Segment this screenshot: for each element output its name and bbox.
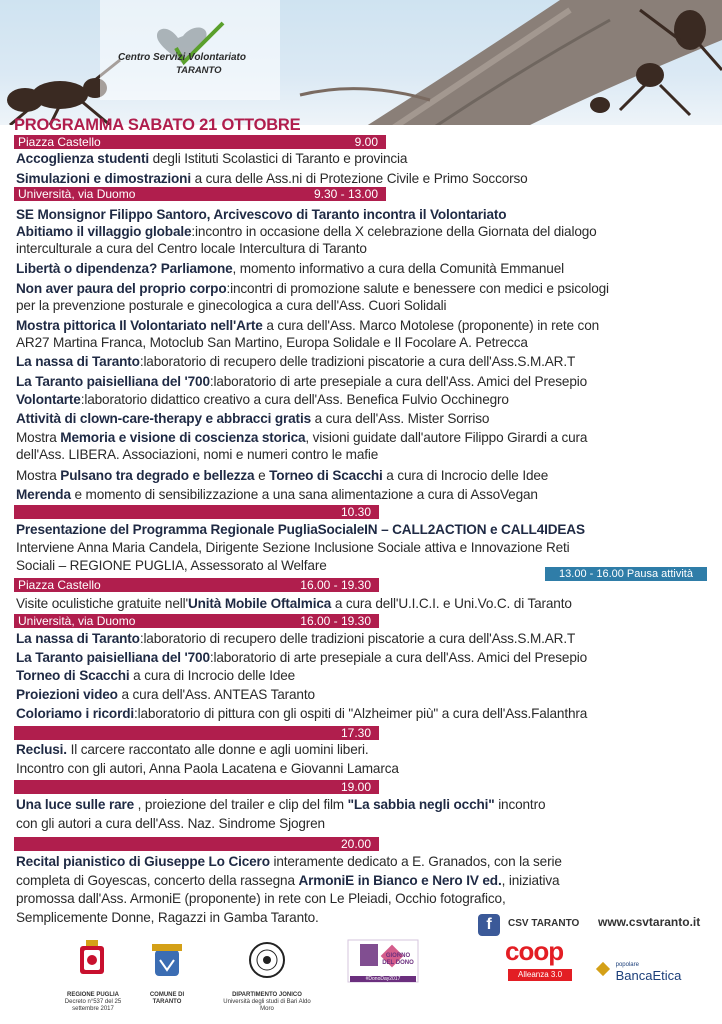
bar-place: Piazza Castello [18,578,101,592]
line-text: incontro [494,797,546,812]
line-text: Il carcere raccontato alle donne e agli uomini liberi. [66,742,369,757]
schedule-line [16,521,585,538]
line-text: Interviene Anna Maria Candela, Dirigente Sezione Inclusione Sociale attiva e Innovazione Reti [16,540,570,555]
line-text: interamente dedicato a E. Granados, con la serie [269,854,562,869]
bar-time: 9.00 [354,135,378,149]
dipartimento-caption [218,992,316,1013]
comune-line-2: TARANTO [152,999,182,1005]
line-text: a cura di Incrocio delle Idee [382,468,549,483]
line-bold: Volontarte [16,392,81,407]
line-bold: Accoglienza studenti [16,151,149,166]
schedule-line [16,260,564,277]
line-text: Mostra [16,468,61,483]
schedule-line [16,705,587,722]
csv-logo [118,18,268,90]
regione-puglia-shield-icon [80,940,104,974]
programme-date: SABATO 21 OTTOBRE [127,116,301,134]
line-bold: La nassa di Taranto [16,354,140,369]
schedule-line [16,486,538,503]
comune-caption [140,992,194,1006]
line-bold: SE Monsignor Filippo Santoro, Arcivescovo di Taranto incontra il Volontariato [16,207,507,222]
programme-label: PROGRAMMA [14,116,124,134]
schedule-bar [14,505,379,519]
line-bold: Reclusi. [16,742,67,757]
logo-line-2: TARANTO [176,65,222,76]
line-bold: Mostra pittorica Il Volontariato nell'Arte [16,318,263,333]
dip-line-2: Università degli studi di Bari Aldo Moro [223,999,311,1012]
line-text: a cura di Incrocio delle Idee [129,668,296,683]
schedule-line [16,760,399,777]
line-text: a cura dell'U.I.C.I. e Uni.Vo.C. di Taranto [331,596,572,611]
bar-time: 19.00 [340,780,371,794]
schedule-line [16,206,506,223]
schedule-line [16,741,369,758]
schedule-bar [14,187,386,201]
schedule-line [16,667,295,684]
banca-name: BancaEtica [615,968,682,983]
schedule-line [16,429,587,446]
line-text: con gli autori a cura dell'Ass. Naz. Sindrome Sjogren [16,816,325,831]
regione-line-2: Decreto n°537 del 25 settembre 2017 [64,999,122,1012]
schedule-line [16,909,319,926]
line-bold: Attività di clown-care-therapy e abbracci gratis [16,411,311,426]
line-bold: Pulsano tra degrado e bellezza [60,468,255,483]
line-text: completa di Goyescas, concerto della rassegna [16,873,299,888]
line-text: Mostra [16,430,61,445]
line-text: , visioni guidate dall'autore Filippo Girardi a cura [305,430,588,445]
dipartimento-jonico-seal-icon [250,943,284,977]
line-bold: Unità Mobile Oftalmica [187,596,332,611]
schedule-line [16,353,575,370]
line-bold: Proiezioni video [16,687,118,702]
ants-branch-illustration [0,0,722,125]
dono-hashtag: #DonoDay2017 [365,976,401,982]
header-photo [0,0,722,125]
dono-title: GIORNO DEL DONO [382,953,414,966]
schedule-bar [14,135,386,149]
dip-line-1: DIPARTIMENTO JONICO [232,992,302,998]
schedule-line [16,170,528,187]
line-bold: ArmoniE in Bianco e Nero IV ed. [298,873,502,888]
line-text: Semplicemente Donne, Ragazzi in Gamba Taranto. [16,910,319,925]
banca-etica-logo [598,962,681,983]
schedule-line [16,446,378,463]
bar-time: 16.00 - 19.30 [300,614,371,628]
schedule-line [16,557,327,574]
line-bold: "La sabbia negli occhi" [347,797,495,812]
line-text: e [254,468,270,483]
line-text: per la prevenzione posturale e ginecologica a cura dell'Ass. Cuori Solidali [16,298,447,313]
schedule-line [16,240,367,257]
line-bold: Una luce sulle rare [16,797,135,812]
line-text: :incontri di promozione salute e benessere con medici e psicologi [226,281,609,296]
line-text: :laboratorio di arte presepiale a cura dell'Ass. Amici del Presepio [209,374,588,389]
schedule-line [16,539,570,556]
schedule-line [16,686,315,703]
bar-time: 17.30 [340,726,371,740]
schedule-line [16,150,407,167]
regione-line-1: REGIONE PUGLIA [66,992,119,998]
line-text: :laboratorio didattico creativo a cura dell'Ass. Benefica Fulvio Occhinegro [80,392,509,407]
line-text: :laboratorio di recupero delle tradizioni piscatorie a cura dell'Ass.S.M.AR.T [139,631,576,646]
bar-time: 16.00 - 19.30 [300,578,371,592]
line-text: :incontro in occasione della X celebrazione della Giornata del dialogo [191,224,597,239]
line-text: promossa dall'Ass. ArmoniE (proponente) in rete con Le Pleiadi, Occhio fotografico, [16,891,506,906]
line-bold: Memoria e visione di coscienza storica [60,430,306,445]
schedule-line [16,410,489,427]
coop-logo: coop [505,936,564,966]
facebook-icon[interactable]: f [478,914,500,936]
banca-etica-icon [596,962,610,976]
comune-line-1: COMUNE DI [149,992,185,998]
programme-title [14,116,300,135]
line-text: a cura dell'Ass. Mister Sorriso [310,411,490,426]
line-text: degli Istituti Scolastici di Taranto e provincia [148,151,408,166]
schedule-line [16,223,597,240]
bar-place: Piazza Castello [18,135,101,149]
schedule-bar [14,578,379,592]
regione-caption [58,992,128,1013]
line-text: dell'Ass. LIBERA. Associazioni, nomi e numeri contro le mafie [16,447,379,462]
line-bold: Merenda [16,487,71,502]
schedule-line [16,297,446,314]
schedule-line [16,796,545,813]
schedule-line [16,373,587,390]
line-bold: Simulazioni e dimostrazioni [16,171,191,186]
schedule-line [16,317,599,334]
schedule-line [16,391,509,408]
bar-time: 20.00 [340,837,371,851]
line-bold: Libertà o dipendenza? Parliamone [16,261,233,276]
schedule-line [16,467,548,484]
comune-taranto-crest-icon [152,944,182,976]
bar-time: 10.30 [340,505,371,519]
line-text: , proiezione del trailer e clip del film [134,797,348,812]
line-text: :laboratorio di recupero delle tradizioni piscatorie a cura dell'Ass.S.M.AR.T [139,354,576,369]
schedule-line [16,815,325,832]
line-bold: La nassa di Taranto [16,631,140,646]
schedule-line [16,595,572,612]
website-link[interactable]: www.csvtaranto.it [598,915,701,929]
bar-place: Università, via Duomo [18,614,136,628]
bar-time: 9.30 - 13.00 [313,187,378,201]
schedule-bar [14,780,379,794]
line-bold: Presentazione del Programma Regionale PugliaSocialeIN – CALL2ACTION e CALL4IDEAS [16,522,585,537]
line-bold: Torneo di Scacchi [16,668,130,683]
banca-small: popolare [615,962,639,968]
alleanza-label: Alleanza 3.0 [508,969,572,981]
schedule-line [16,853,562,870]
line-text: e momento di sensibilizzazione a una sana alimentazione a cura di AssoVegan [70,487,538,502]
schedule-line [16,890,506,907]
line-text: a cura dell'Ass. ANTEAS Taranto [117,687,315,702]
bar-place: Università, via Duomo [18,187,136,201]
csv-facebook-label[interactable]: CSV TARANTO [508,918,580,929]
schedule-line [16,280,609,297]
line-bold: La Taranto paisielliana del '700 [16,650,210,665]
line-bold: Recital pianistico di Giuseppe Lo Cicero [16,854,270,869]
line-text: AR27 Martina Franca, Motoclub San Martino, Europa Solidale e Il Focolare A. Petrecca [16,335,528,350]
line-text: interculturale a cura del Centro locale Intercultura di Taranto [16,241,367,256]
schedule-line [16,334,528,351]
pause-badge: 13.00 - 16.00 Pausa attività [545,567,707,581]
schedule-bar [14,614,379,628]
schedule-bar [14,837,379,851]
schedule-line [16,649,587,666]
logo-line-1: Centro Servizi Volontariato [118,52,246,63]
line-text: , momento informativo a cura della Comunità Emmanuel [232,261,564,276]
line-text: a cura delle Ass.ni di Protezione Civile e Primo Soccorso [190,171,528,186]
line-text: Sociali – REGIONE PUGLIA, Assessorato al Welfare [16,558,327,573]
line-text: Visite oculistiche gratuite nell' [16,596,188,611]
line-bold: Coloriamo i ricordi [16,706,135,721]
line-text: :laboratorio di pittura con gli ospiti di "Alzheimer più" a cura dell'Ass.Falanthra [134,706,588,721]
line-text: , iniziativa [501,873,560,888]
line-text: Incontro con gli autori, Anna Paola Lacatena e Giovanni Lamarca [16,761,399,776]
line-bold: Non aver paura del proprio corpo [16,281,227,296]
schedule-line [16,872,559,889]
line-bold: Abitiamo il villaggio globale [16,224,192,239]
line-bold: Torneo di Scacchi [269,468,383,483]
line-text: a cura dell'Ass. Marco Motolese (proponente) in rete con [262,318,600,333]
schedule-line [16,630,575,647]
schedule-bar [14,726,379,740]
line-text: :laboratorio di arte presepiale a cura dell'Ass. Amici del Presepio [209,650,588,665]
line-bold: La Taranto paisielliana del '700 [16,374,210,389]
